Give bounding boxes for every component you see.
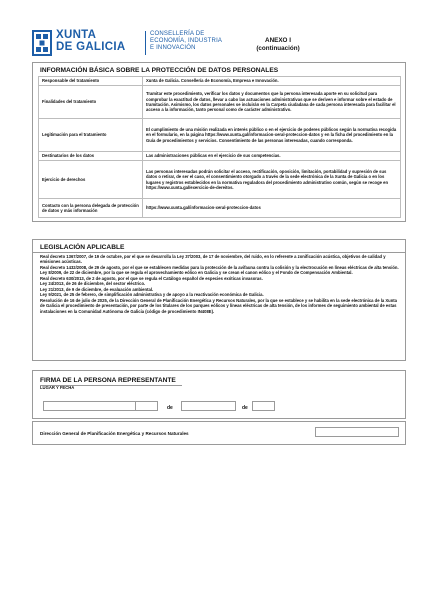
section-title: INFORMACIÓN BÁSICA SOBRE LA PROTECCIÓN DE DATOS PERSONALES [40, 67, 279, 74]
year-input[interactable] [252, 401, 275, 411]
section-title: FIRMA DE LA PERSONA REPRESENTANTE [40, 377, 176, 384]
table-row [39, 161, 401, 199]
table-row [39, 199, 401, 218]
row-value: Xunta de Galicia. Consellería de Economía, Empresa e Innovación. [143, 77, 401, 86]
signature-section [32, 370, 406, 419]
data-protection-section [32, 62, 406, 222]
place-input[interactable] [43, 401, 147, 411]
row-value: https://www.xunta.gal/informacion-xeral-proteccion-datos [143, 199, 401, 218]
row-key: Destinatarios de los datos [39, 152, 143, 161]
row-key: Finalidades del tratamiento [39, 86, 143, 119]
day-input[interactable] [135, 401, 158, 411]
logo-text: XUNTA DE GALICIA [56, 29, 126, 53]
row-value: Tramitar este procedimiento, verificar los datos y documentos que la persona interesada aporte en su solicitud para comprobar la exactitud de datos, llevar a cabo las actuaciones administrativas que se deriven e informar sobre el estado de tramitación. Asimismo, los datos personales se incluirán en la Carpeta ciudadana de cada persona interesada para facilitar el acceso a la información, tanto personal como de carácter administrativo. [143, 86, 401, 119]
row-key: Contacto con la persona delegada de protección de datos y más información [39, 199, 143, 218]
de-label: de [242, 405, 248, 411]
page-header [32, 28, 422, 58]
place-date-label: LUGAR Y FECHA [40, 385, 75, 390]
row-value: Las administraciones públicas en el ejercicio de sus competencias. [143, 152, 401, 161]
law-paragraph: Ley 24/2013, de 26 de diciembre, del sector eléctrico. [40, 281, 146, 287]
table-row [39, 152, 401, 161]
department-name: CONSELLERÍA DE ECONOMÍA, INDUSTRIA E INNOVACIÓN [150, 31, 223, 52]
law-paragraph: Ley 9/2021, de 25 de febrero, de simplificación administrativa y de apoyo a la reactivación económica de Galicia. [40, 292, 264, 298]
row-key: Ejercicio de derechos [39, 161, 143, 199]
row-value: El cumplimiento de una misión realizada en interés público o en el ejercicio de poderes públicos según la normativa recogida en el formulario, en la página https://www.xunta.gal/informacion-xeral-proteccion-datos y en la ficha del procedimiento en la Guía de procedimientos y servicios. Consentimiento de las personas interesadas, cuando corresponda. [143, 119, 401, 152]
title-rule [33, 252, 405, 253]
directorate-code-field[interactable] [315, 427, 399, 437]
xunta-logo-icon [32, 30, 52, 56]
month-input[interactable] [181, 401, 236, 411]
law-paragraph: Real decreto 630/2013, de 2 de agosto, por el que se regula el Catálogo español de especies exóticas invasoras. [40, 275, 263, 281]
law-paragraph: Ley 21/2013, de 9 de diciembre, de evaluación ambiental. [40, 286, 154, 292]
data-protection-table [38, 76, 401, 218]
law-paragraph: Ley 8/2009, de 22 de diciembre, por la que se regula el aprovechamiento eólico en Galicia y se crean el canon eólico y el Fondo de Compensación Ambiental. [40, 270, 353, 276]
directorate-name: Dirección General de Planificación Energética y Recursos Naturales [40, 431, 189, 436]
row-key: Responsable del tratamiento [39, 77, 143, 86]
row-key: Legitimación para el tratamiento [39, 119, 143, 152]
law-paragraph: Real decreto 1432/2008, de 29 de agosto, por el que se establecen medidas para la protección de la avifauna contra la colisión y la electrocución en líneas eléctricas de alta tensión. [40, 264, 399, 270]
table-row [39, 86, 401, 119]
table-row [39, 119, 401, 152]
legislation-section [32, 239, 406, 361]
de-label: de [167, 405, 173, 411]
logo-separator [145, 31, 146, 55]
law-paragraph: Resolución de 16 de julio de 2025, de la Dirección General de Planificación Energética y Recursos Naturales, por la que se establece y se habilita en la sede electrónica de la Xunta de Galicia el procedimiento de presentación, por parte de los titulares de los parques eólicos y líneas eléctricas de alta tensión, de los informes de seguimiento ambiental de estas instalaciones en la Comunidad Autónoma de Galicia (código de procedimiento IN408E). [40, 297, 398, 314]
row-value: Las personas interesadas podrán solicitar el acceso, rectificación, oposición, limitación, portabilidad y supresión de sus datos o retirar, de ser el caso, el consentimiento otorgado a través de la sede electrónica de la Xunta de Galicia o en los lugares y registros establecidos en la normativa reguladora del procedimiento administrativo común, según se recoge en https://www.xunta.gal/exercicio-de-dereitos. [143, 161, 401, 199]
table-row [39, 77, 401, 86]
legislation-text [40, 254, 400, 314]
law-paragraph: Real decreto 1367/2007, de 19 de octubre, por el que se desarrolla la Ley 37/2003, de 17 de noviembre, del ruido, en lo referente a zonificación acústica, objetivos de calidad y emisiones acústicas. [40, 254, 386, 265]
directorate-section [32, 421, 406, 445]
annex-heading: ANEXO I (continuación) [256, 37, 300, 52]
section-title: LEGISLACIÓN APLICABLE [40, 244, 125, 251]
